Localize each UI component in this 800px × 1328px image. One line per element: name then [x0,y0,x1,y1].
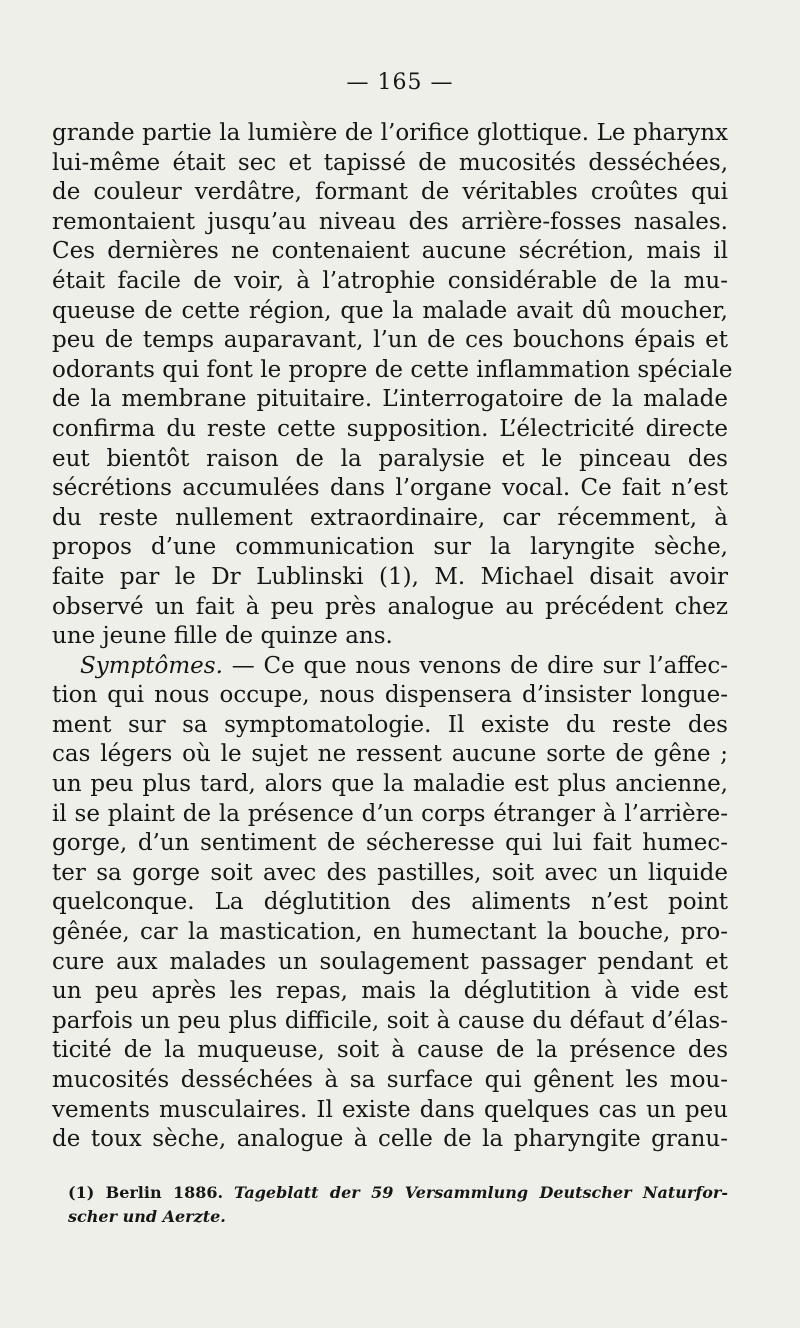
footnote-title: Tageblatt der 59 Versammlung Deutscher Naturfor- [233,1183,728,1202]
text-line: cure aux malades un soulagement passager pendant et [52,948,728,975]
text-line: de la membrane pituitaire. L’interrogatoire de la malade [52,386,728,413]
text-line: odorants qui font le propre de cette inflammation spéciale [52,356,733,383]
page-number: — 165 — [346,70,454,95]
text-line: remontaient jusqu’au niveau des arrière-fosses nasales. [52,208,728,235]
text-line: du reste nullement extraordinaire, car récemment, à [52,504,728,531]
text-line: ment sur sa symptomatologie. Il existe du reste des [52,711,728,738]
text-fragment: — Ce que nous venons de dire sur l’affec- [231,652,729,679]
text-line: lui-même était sec et tapissé de mucosités desséchées, [52,149,728,176]
text-line: ter sa gorge soit avec des pastilles, soit avec un liquide [52,859,728,886]
text-line: cas légers où le sujet ne ressent aucune sorte de gêne ; [52,741,728,768]
text-line: mucosités desséchées à sa surface qui gênent les mou- [52,1067,728,1093]
text-line: faite par le Dr Lublinski (1), M. Michael disait avoir [52,563,728,590]
text-line: était facile de voir, à l’atrophie considérable de la mu- [52,267,728,294]
text-line: observé un fait à peu près analogue au précédent chez [52,593,728,620]
text-line: tion qui nous occupe, nous dispensera d’insister longue- [52,682,728,709]
text-line: de toux sèche, analogue à celle de la pharyngite granu- [52,1126,728,1153]
text-line: sécrétions accumulées dans l’organe vocal. Ce fait n’est [52,475,728,502]
text-line: de couleur verdâtre, formant de véritables croûtes qui [52,179,728,206]
footnote [68,1181,728,1229]
text-line: il se plaint de la présence d’un corps étranger à l’arrière- [52,800,728,827]
text-line: parfois un peu plus difficile, soit à cause du défaut d’élas- [52,1007,728,1034]
text-line: Ces dernières ne contenaient aucune sécrétion, mais il [52,238,728,265]
text-line: queuse de cette région, que la malade avait dû moucher, [52,297,728,324]
footnote-line [68,1181,728,1205]
section-heading: Symptômes. [80,652,223,679]
text-line: gorge, d’un sentiment de sécheresse qui lui fait humec- [52,830,728,857]
text-line: gênée, car la mastication, en humectant la bouche, pro- [52,919,728,946]
text-line: propos d’une communication sur la laryngite sèche, [52,534,728,561]
text-line: un peu après les repas, mais la déglutition à vide est [52,978,728,1005]
section-line [52,652,728,682]
footnote-line [68,1205,728,1229]
text-line: une jeune fille de quinze ans. [52,623,393,650]
text-line: ticité de la muqueuse, soit à cause de la présence des [52,1037,728,1064]
text-line: eut bientôt raison de la paralysie et le pinceau des [52,445,728,472]
footnote-title-cont: scher und Aerzte. [68,1207,226,1226]
text-line: quelconque. La déglutition des aliments n’est point [52,889,728,916]
text-line: grande partie la lumière de l’orifice glottique. Le pharynx [52,120,728,146]
footnote-marker: (1) Berlin 1886. [68,1183,224,1202]
body-text [52,119,733,1155]
text-line: confirma du reste cette supposition. L’électricité directe [52,415,728,442]
text-line: vements musculaires. Il existe dans quelques cas un peu [52,1096,728,1123]
text-line: peu de temps auparavant, l’un de ces bouchons épais et [52,327,728,354]
text-line: un peu plus tard, alors que la maladie est plus ancienne, [52,771,728,798]
